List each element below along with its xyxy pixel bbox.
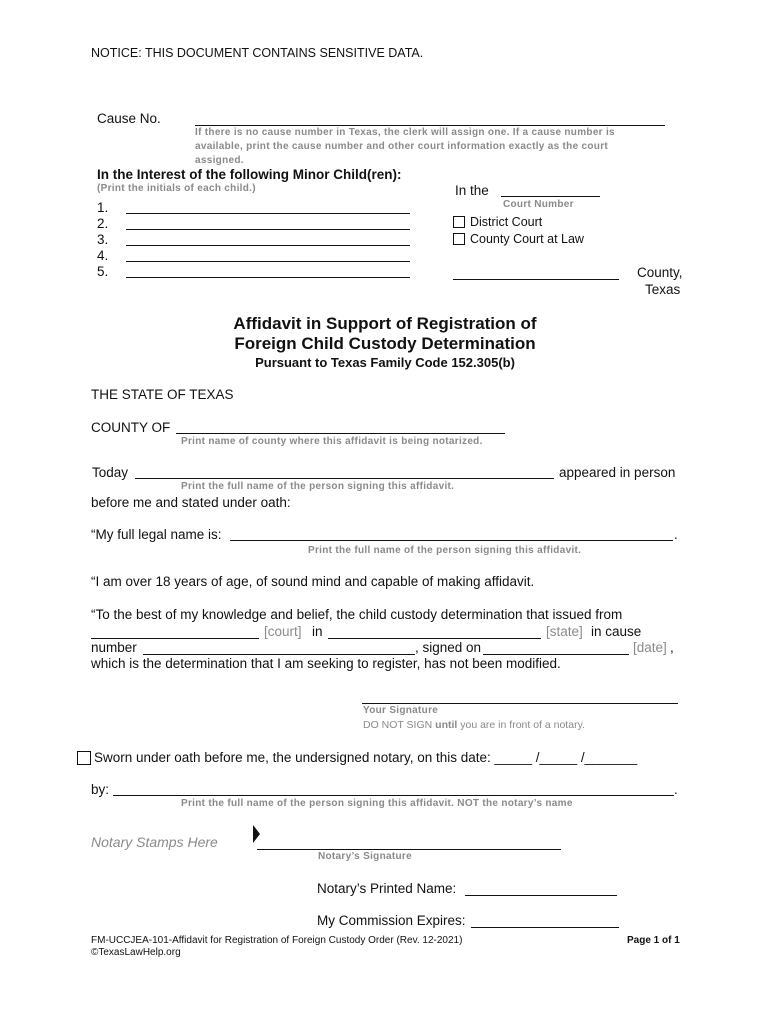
document-title-line-2: Foreign Child Custody Determination (234, 334, 536, 353)
legal-name-label: “My full legal name is: (91, 527, 222, 542)
in-the-label: In the (455, 183, 489, 198)
foreign-cause-number-field[interactable] (143, 654, 415, 655)
county-of-label: COUNTY OF (91, 420, 171, 435)
your-signature-label: Your Signature (363, 705, 439, 716)
court-tag: [court] (264, 624, 302, 639)
sworn-by-hint: Print the full name of the person signing this affidavit. NOT the notary’s name (181, 798, 573, 809)
minor-children-heading: In the Interest of the following Minor Child(ren): (97, 167, 402, 182)
pointer-arrow-icon (253, 825, 260, 843)
do-not-sign-note (363, 719, 585, 731)
child-number-4: 4. (97, 248, 109, 263)
do-not-sign-note-until: until (435, 719, 458, 731)
notary-signature-label: Notary’s Signature (318, 851, 412, 862)
affiant-name-field[interactable] (135, 478, 554, 479)
child-initials-field-5[interactable] (126, 277, 410, 278)
in-cause-text: in cause (591, 624, 642, 639)
signed-on-text: , signed on (415, 640, 482, 655)
child-initials-field-3[interactable] (126, 245, 410, 246)
court-number-label: Court Number (503, 199, 574, 210)
cause-number-label: Cause No. (97, 111, 161, 126)
today-label: Today (92, 465, 129, 480)
sworn-checkbox[interactable] (77, 751, 91, 765)
form-id-footer: FM-UCCJEA-101-Affidavit for Registration of Foreign Custody Order (Rev. 12-2021) (91, 935, 463, 946)
notary-stamp-area-label: Notary Stamps Here (91, 834, 218, 850)
issuing-state-field[interactable] (328, 638, 541, 639)
custody-statement-line-1: “To the best of my knowledge and belief, the child custody determination that issued from (91, 607, 623, 622)
number-word: number (91, 640, 137, 655)
do-not-sign-note-pre: DO NOT SIGN (363, 719, 436, 731)
stated-under-oath-text: before me and stated under oath: (91, 495, 291, 510)
document-subtitle: Pursuant to Texas Family Code 152.305(b) (255, 355, 515, 370)
sworn-by-period: . (674, 782, 678, 797)
signed-date-field[interactable] (483, 654, 629, 655)
date-tag: [date] (633, 640, 667, 655)
child-initials-field-4[interactable] (126, 261, 410, 262)
state-tag: [state] (546, 624, 583, 639)
notarized-county-hint: Print name of county where this affidavit is being notarized. (181, 436, 483, 447)
cause-number-hint-1: If there is no cause number in Texas, the clerk will assign one. If a cause number is (195, 127, 615, 138)
county-court-at-law-label: County Court at Law (470, 232, 584, 246)
affiant-signature-field[interactable] (362, 703, 678, 704)
copyright-footer: ©TexasLawHelp.org (91, 947, 181, 958)
legal-name-period: . (674, 527, 678, 542)
custody-statement-line-4: which is the determination that I am seeking to register, has not been modified. (91, 656, 561, 671)
commission-expires-label: My Commission Expires: (317, 913, 466, 928)
state-of-texas-heading: THE STATE OF TEXAS (91, 387, 234, 402)
district-court-label: District Court (470, 215, 543, 229)
by-label: by: (91, 782, 110, 797)
texas-label: Texas (645, 282, 681, 297)
cause-number-field[interactable] (195, 125, 665, 126)
age-statement: “I am over 18 years of age, of sound mind and capable of making affidavit. (91, 574, 535, 589)
issuing-court-field[interactable] (91, 638, 259, 639)
sensitive-data-notice: NOTICE: THIS DOCUMENT CONTAINS SENSITIVE DATA. (91, 46, 424, 60)
sworn-statement: Sworn under oath before me, the undersigned notary, on this date: _____ /_____ /_______ (94, 750, 638, 765)
legal-name-hint: Print the full name of the person signing this affidavit. (308, 545, 582, 556)
affiant-name-hint: Print the full name of the person signing this affidavit. (181, 481, 455, 492)
notary-printed-name-label: Notary’s Printed Name: (317, 881, 457, 896)
minor-children-hint: (Print the initials of each child.) (97, 183, 256, 194)
do-not-sign-note-post: you are in front of a notary. (457, 719, 585, 731)
child-initials-field-2[interactable] (126, 229, 410, 230)
in-word: in (312, 624, 323, 639)
commission-expires-field[interactable] (471, 927, 619, 928)
county-label: County, (637, 265, 683, 280)
notary-signature-field[interactable] (257, 849, 561, 850)
child-number-3: 3. (97, 232, 109, 247)
cause-number-hint-3: assigned. (195, 155, 244, 166)
child-initials-field-1[interactable] (126, 213, 410, 214)
sworn-by-name-field[interactable] (113, 795, 674, 796)
page-number: Page 1 of 1 (627, 935, 680, 946)
child-number-2: 2. (97, 216, 109, 231)
date-comma: , (670, 640, 674, 655)
notarized-county-field[interactable] (176, 433, 505, 434)
court-number-field[interactable] (501, 196, 600, 197)
child-number-1: 1. (97, 200, 109, 215)
legal-name-field[interactable] (230, 540, 673, 541)
appeared-in-person-text: appeared in person (559, 465, 676, 480)
cause-number-hint-2: available, print the cause number and other court information exactly as the court (195, 141, 609, 152)
county-court-at-law-checkbox[interactable] (453, 233, 465, 245)
document-title-line-1: Affidavit in Support of Registration of (233, 314, 537, 333)
district-court-checkbox[interactable] (453, 216, 465, 228)
county-name-field[interactable] (453, 279, 619, 280)
child-number-5: 5. (97, 264, 109, 279)
notary-printed-name-field[interactable] (465, 895, 617, 896)
